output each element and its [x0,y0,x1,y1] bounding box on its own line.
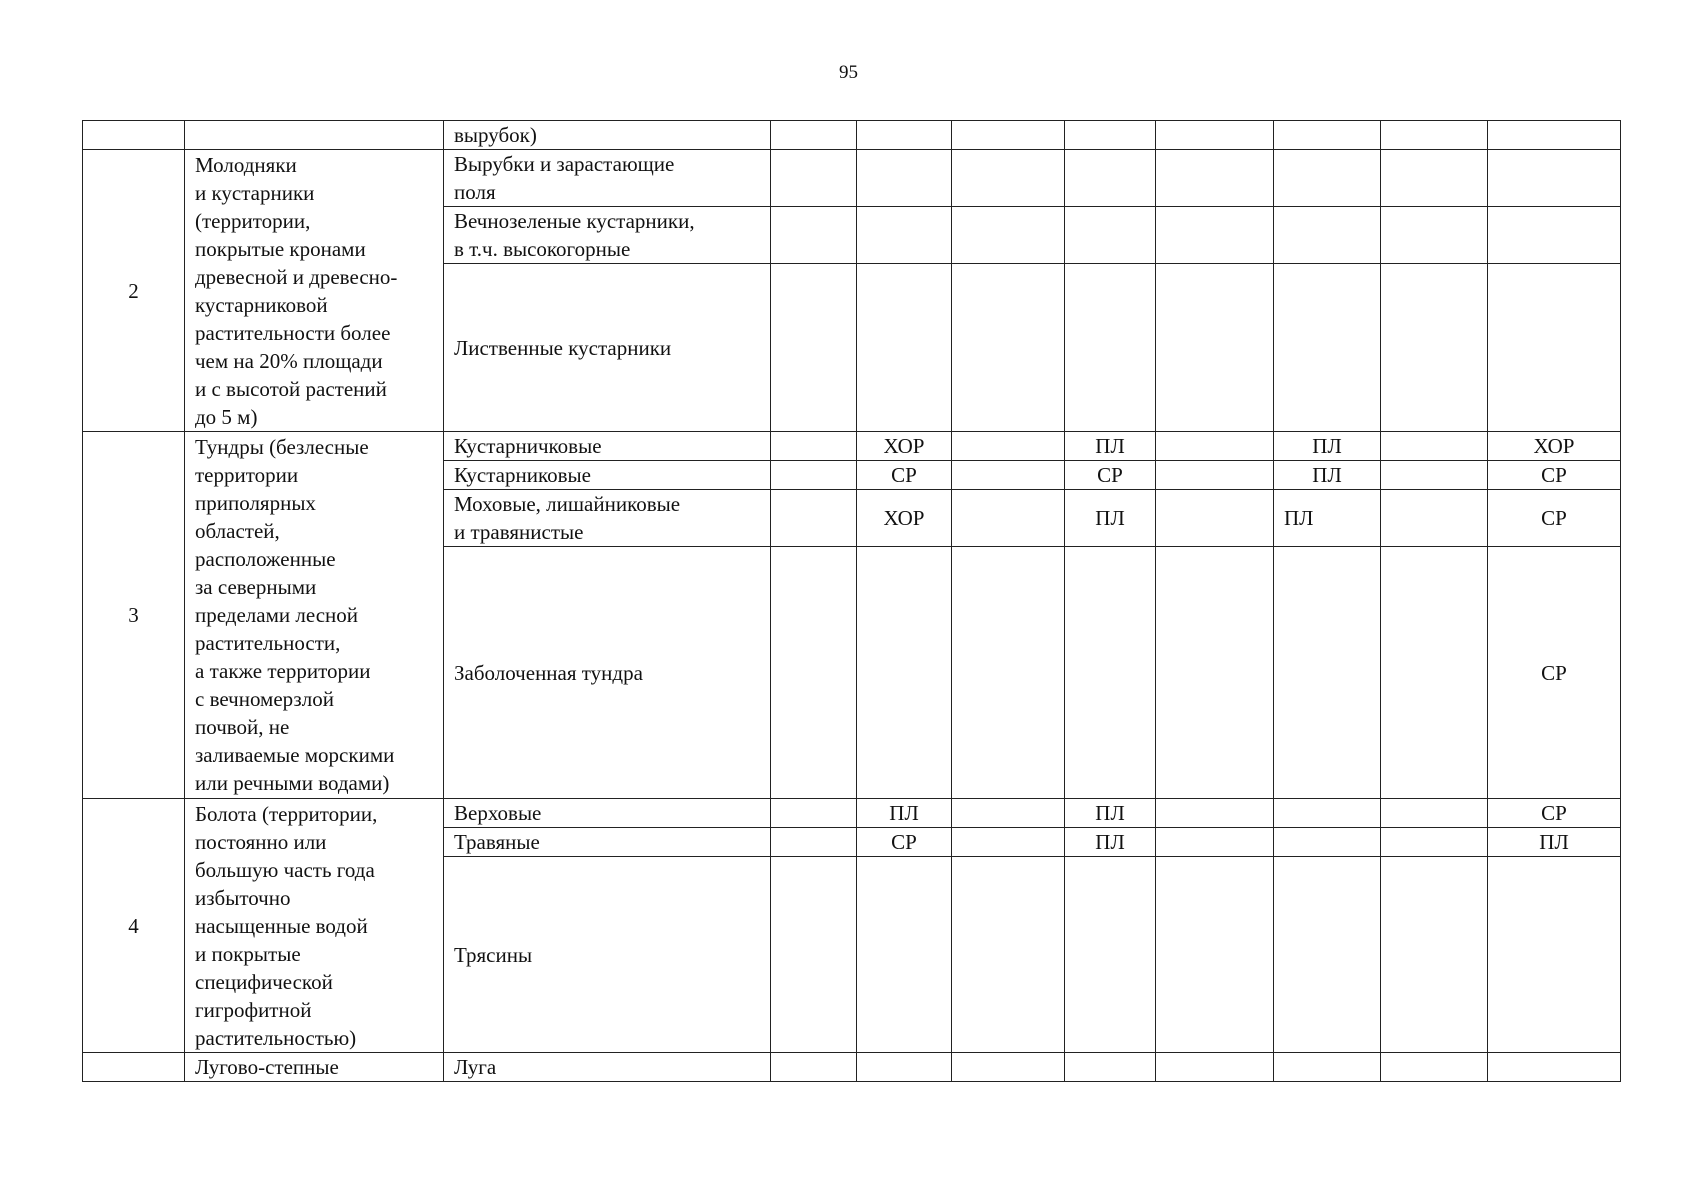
value-cell [952,461,1065,490]
value-cell [1156,121,1274,150]
value-cell [1381,857,1488,1053]
value-cell [1156,207,1274,264]
value-cell [1065,121,1156,150]
value-cell: ПЛ [1065,490,1156,547]
value-cell: ПЛ [1488,828,1621,857]
value-cell [857,264,952,432]
group-cell: Молодняки и кустарники (территории, покрытые кронами древесной и древесно- кустарниковой растительности более чем на 20% площади и с высотой растений до 5 м) [185,150,444,432]
value-cell [952,207,1065,264]
value-cell [771,264,857,432]
value-cell [1381,432,1488,461]
table-row [83,1053,1621,1082]
value-cell: ХОР [857,490,952,547]
value-cell: СР [1488,490,1621,547]
value-cell [857,121,952,150]
value-cell [771,490,857,547]
subtype-cell: Кустарниковые [444,461,771,490]
row-number: 2 [83,150,185,432]
subtype-cell: Вечнозеленые кустарники, в т.ч. высокогорные [444,207,771,264]
value-cell [1488,264,1621,432]
value-cell [1381,207,1488,264]
value-cell [1156,1053,1274,1082]
value-cell [1381,461,1488,490]
row-number [83,121,185,150]
value-cell [952,857,1065,1053]
value-cell: СР [857,461,952,490]
value-cell [1065,150,1156,207]
value-cell [1274,857,1381,1053]
subtype-cell: вырубок) [444,121,771,150]
value-cell [857,207,952,264]
table-row [83,150,1621,207]
value-cell [1381,490,1488,547]
value-cell [952,150,1065,207]
value-cell [1381,828,1488,857]
value-cell: ХОР [857,432,952,461]
value-cell [771,1053,857,1082]
subtype-cell: Луга [444,1053,771,1082]
value-cell [1274,264,1381,432]
subtype-cell: Трясины [444,857,771,1053]
value-cell [857,547,952,799]
value-cell: СР [1065,461,1156,490]
row-number: 3 [83,432,185,799]
value-cell [857,857,952,1053]
value-cell [1381,121,1488,150]
value-cell: СР [1488,461,1621,490]
value-cell [952,547,1065,799]
value-cell: ХОР [1488,432,1621,461]
value-cell: СР [1488,799,1621,828]
value-cell [952,264,1065,432]
value-cell: ПЛ [1274,490,1381,547]
value-cell [1156,547,1274,799]
value-cell [1156,857,1274,1053]
value-cell [857,150,952,207]
value-cell: ПЛ [857,799,952,828]
value-cell: СР [1488,547,1621,799]
group-cell: Болота (территории, постоянно или большую часть года избыточно насыщенные водой и покрытые специфической гигрофитной растительностью) [185,799,444,1053]
value-cell [771,432,857,461]
value-cell [952,121,1065,150]
value-cell: ПЛ [1065,828,1156,857]
table-row [83,799,1621,828]
subtype-cell: Кустарничковые [444,432,771,461]
value-cell: ПЛ [1065,432,1156,461]
value-cell [1065,1053,1156,1082]
value-cell [1381,547,1488,799]
row-number: 4 [83,799,185,1053]
value-cell [1156,461,1274,490]
value-cell [1274,1053,1381,1082]
value-cell [952,432,1065,461]
value-cell [1156,432,1274,461]
value-cell [1156,264,1274,432]
group-cell: Тундры (безлесные территории приполярных областей, расположенные за северными пределами лесной растительности, а также территории с вечномерзлой почвой, не заливаемые морскими или речными водами) [185,432,444,799]
value-cell [771,150,857,207]
value-cell [1274,547,1381,799]
value-cell [1156,828,1274,857]
value-cell [1381,799,1488,828]
row-number [83,1053,185,1082]
value-cell [771,799,857,828]
value-cell [1274,150,1381,207]
value-cell: ПЛ [1274,432,1381,461]
value-cell [771,547,857,799]
value-cell [952,828,1065,857]
value-cell [1488,857,1621,1053]
value-cell [1156,150,1274,207]
value-cell [1274,828,1381,857]
value-cell [771,461,857,490]
subtype-cell: Вырубки и зарастающие поля [444,150,771,207]
value-cell [1488,121,1621,150]
group-cell: Лугово-степные [185,1053,444,1082]
value-cell [1065,264,1156,432]
value-cell [1156,490,1274,547]
value-cell: ПЛ [1274,461,1381,490]
value-cell [1156,799,1274,828]
value-cell [771,207,857,264]
value-cell [771,857,857,1053]
table-row [83,432,1621,461]
value-cell: ПЛ [1065,799,1156,828]
value-cell [1488,207,1621,264]
subtype-cell: Травяные [444,828,771,857]
subtype-cell: Лиственные кустарники [444,264,771,432]
value-cell [1274,799,1381,828]
value-cell [952,1053,1065,1082]
value-cell [771,828,857,857]
value-cell [1488,150,1621,207]
value-cell [1381,264,1488,432]
subtype-cell: Заболоченная тундра [444,547,771,799]
subtype-cell: Моховые, лишайниковые и травянистые [444,490,771,547]
value-cell [1381,1053,1488,1082]
value-cell [952,490,1065,547]
table-row [83,121,1621,150]
subtype-cell: Верховые [444,799,771,828]
value-cell [1274,121,1381,150]
value-cell [1381,150,1488,207]
habitat-table [82,120,1621,1082]
value-cell [1065,547,1156,799]
value-cell [1488,1053,1621,1082]
page-number: 95 [839,62,858,83]
value-cell [1065,207,1156,264]
group-cell [185,121,444,150]
value-cell [857,1053,952,1082]
value-cell [771,121,857,150]
value-cell [952,799,1065,828]
value-cell: СР [857,828,952,857]
value-cell [1065,857,1156,1053]
value-cell [1274,207,1381,264]
